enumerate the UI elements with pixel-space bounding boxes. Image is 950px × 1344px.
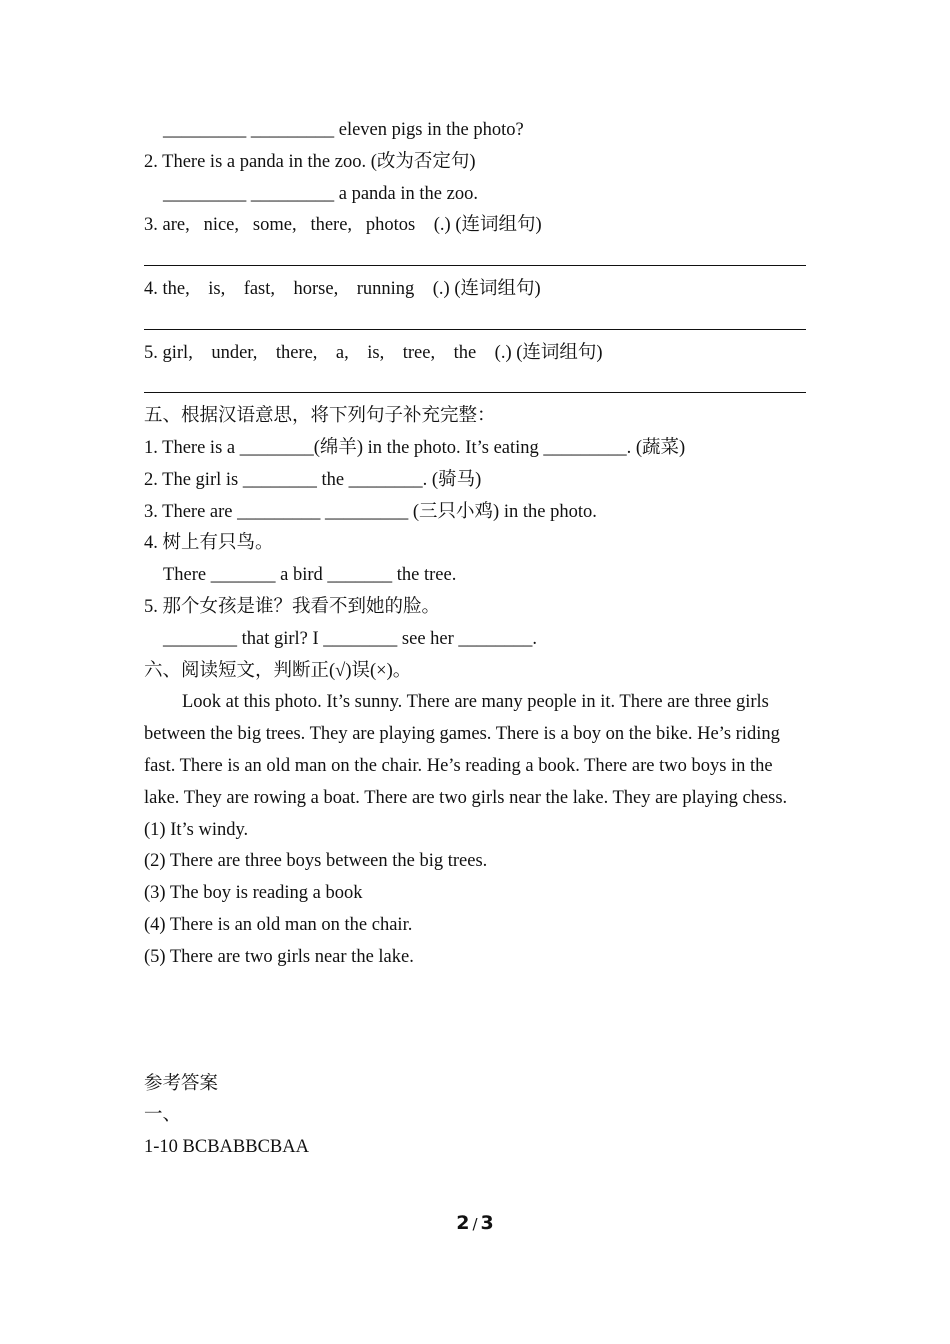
section-5-item-1: 1. There is a ________(绵羊) in the photo. It’s eating _________. (蔬菜) (144, 437, 686, 458)
section-5-item-2: 2. The girl is ________ the ________. (骑马) (144, 469, 482, 490)
section-6-title: 六、阅读短文，判断正(√)误(×)。 (144, 660, 412, 681)
q5-answer-rule (144, 369, 806, 401)
judge-item-5: (5) There are two girls near the lake. (144, 946, 414, 967)
q3-prompt: 3. are, nice, some, there, photos (.) (连词组句) (144, 215, 542, 236)
page-number (0, 1212, 950, 1234)
page-current: 2 (456, 1212, 470, 1234)
spacer (144, 974, 806, 1069)
q2-prompt: 2. There is a panda in the zoo. (改为否定句) (144, 151, 476, 172)
section-5-item-5-answer: ________ that girl? I ________ see her ________. (163, 628, 538, 649)
section-5-item-3: 3. There are _________ _________ (三只小鸡) in the photo. (144, 501, 597, 522)
section-5-item-5: 5. 那个女孩是谁？我看不到她的脸。 (144, 596, 441, 617)
q2-answer-line: _________ _________ a panda in the zoo. (163, 183, 478, 204)
judge-item-2: (2) There are three boys between the big trees. (144, 851, 488, 872)
judge-item-1: (1) It’s windy. (144, 819, 249, 840)
judge-item-3: (3) The boy is reading a book (144, 883, 363, 904)
section-5-item-4-answer: There _______ a bird _______ the tree. (163, 565, 457, 586)
judge-item-4: (4) There is an old man on the chair. (144, 914, 413, 935)
q4-prompt: 4. the, is, fast, horse, running (.) (连词组句) (144, 278, 541, 299)
section-5-title: 五、根据汉语意思，将下列句子补充完整： (144, 406, 496, 427)
worksheet-content (144, 115, 806, 1164)
q4-answer-rule (144, 306, 806, 338)
q1-answer-line: _________ _________ eleven pigs in the photo? (163, 120, 524, 140)
answers-title: 参考答案 (144, 1073, 219, 1094)
reading-passage: Look at this photo. It’s sunny. There are many people in it. There are three girls between the big trees. They are playing games. There is a boy on the bike. He’s riding fast. There is an old man on the chair. He’s reading a book. There are two boys in the lake. They are rowing a boat. There are two girls near the lake. They are playing chess. (144, 692, 788, 808)
answers-1-10: 1-10 BCBABBCBAA (144, 1137, 309, 1158)
page-total: 3 (480, 1212, 494, 1234)
section-5-item-4: 4. 树上有只鸟。 (144, 533, 274, 554)
q5-prompt: 5. girl, under, there, a, is, tree, the (.) (连词组句) (144, 342, 603, 363)
q3-answer-rule (144, 242, 806, 274)
page-separator: / (472, 1215, 478, 1233)
answers-section-1: 一、 (144, 1105, 182, 1126)
